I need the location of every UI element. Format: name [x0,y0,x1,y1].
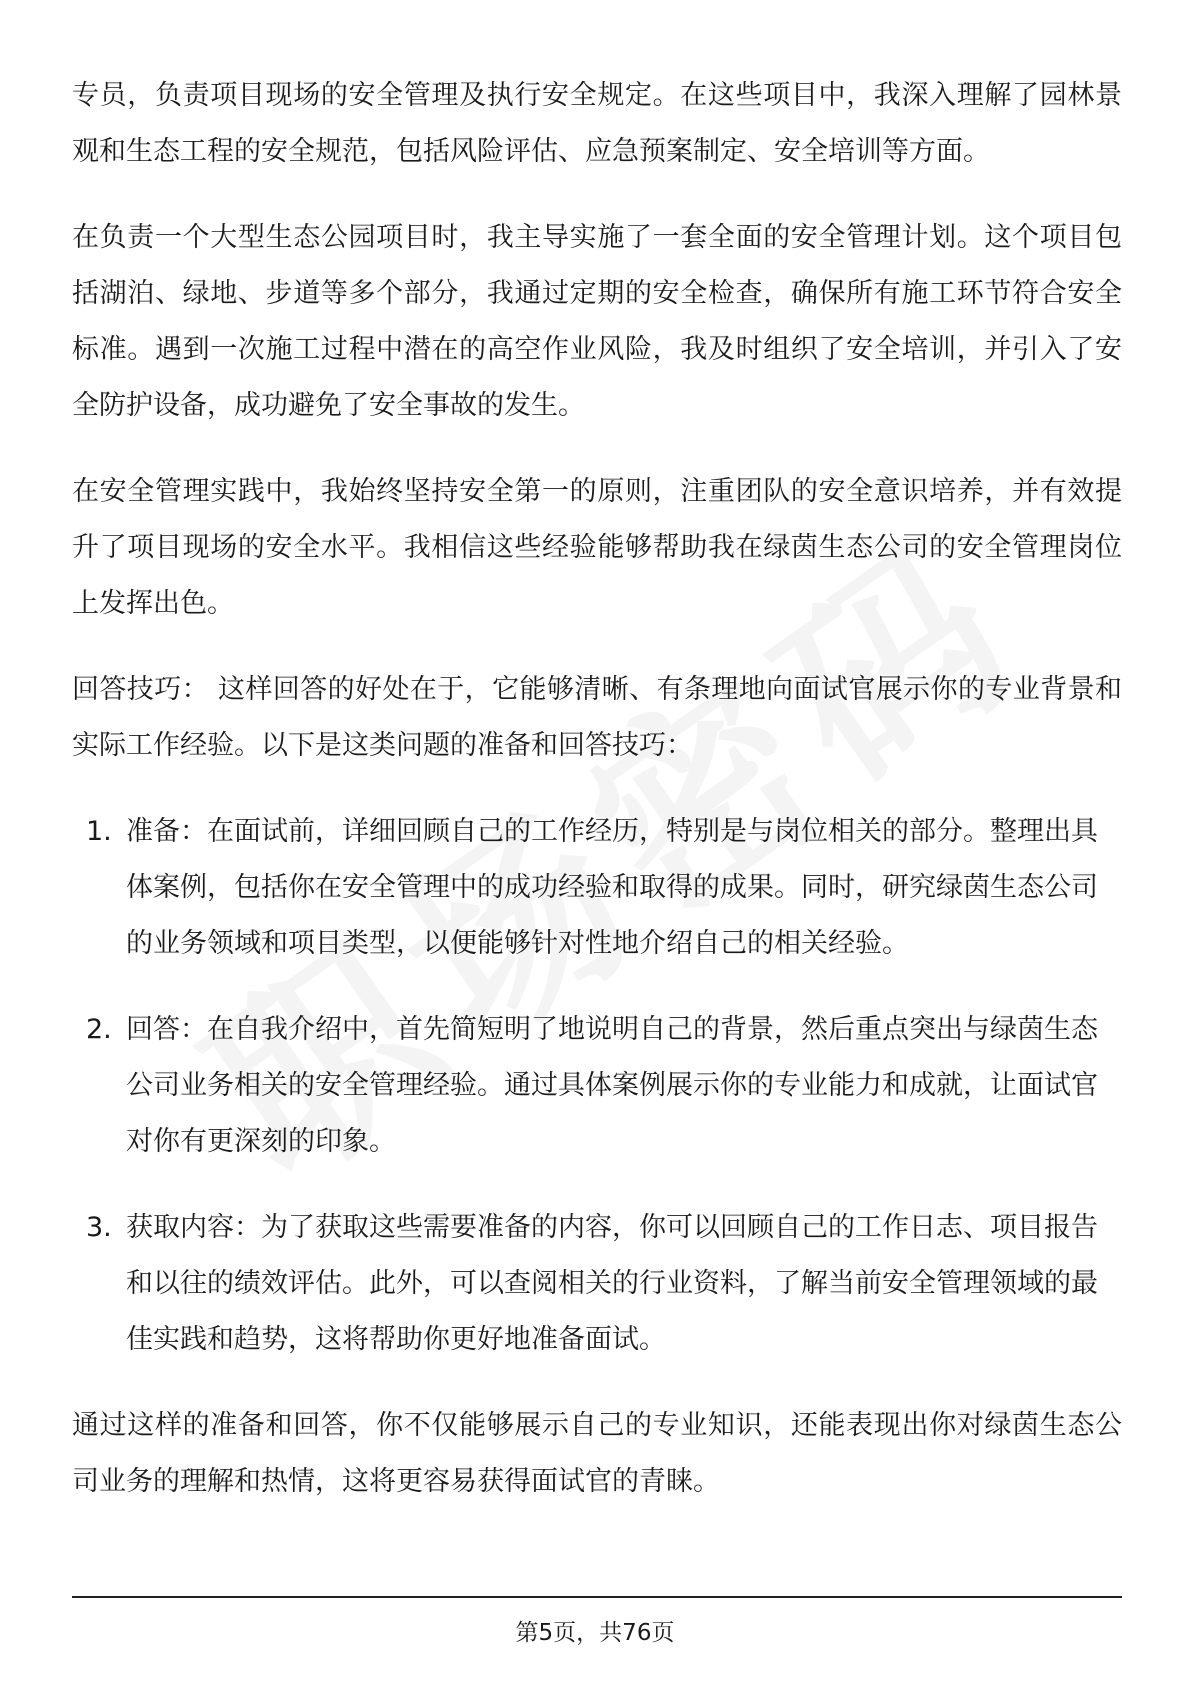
list-item [72,804,1122,972]
list-item-number: 1. [86,816,112,847]
list-item-number: 2. [86,1014,112,1045]
list-item-text: 获取内容：为了获取这些需要准备的内容，你可以回顾自己的工作日志、项目报告和以往的绩效评估。此外，可以查阅相关的行业资料，了解当前安全管理领域的最佳实践和趋势，这将帮助你更好地准备面试。 [126,1212,1098,1355]
list-item [72,1002,1122,1170]
paragraph-tips-intro: 回答技巧： 这样回答的好处在于，它能够清晰、有条理地向面试官展示你的专业背景和实际工作经验。以下是这类问题的准备和回答技巧： [72,674,1122,761]
paragraph-experience: 专员，负责项目现场的安全管理及执行安全规定。在这些项目中，我深入理解了园林景观和生态工程的安全规范，包括风险评估、应急预案制定、安全培训等方面。 [72,80,1122,167]
paragraph-closing: 通过这样的准备和回答，你不仅能够展示自己的专业知识，还能表现出你对绿茵生态公司业务的理解和热情，这将更容易获得面试官的青睐。 [72,1410,1122,1497]
paragraph-project: 在负责一个大型生态公园项目时，我主导实施了一套全面的安全管理计划。这个项目包括湖泊、绿地、步道等多个部分，我通过定期的安全检查，确保所有施工环节符合安全标准。遇到一次施工过程中潜在的高空作业风险，我及时组织了安全培训，并引入了安全防护设备，成功避免了安全事故的发生。 [72,222,1122,421]
page-number: 第5页，共76页 [515,1620,675,1646]
paragraph-practice: 在安全管理实践中，我始终坚持安全第一的原则，注重团队的安全意识培养，并有效提升了项目现场的安全水平。我相信这些经验能够帮助我在绿茵生态公司的安全管理岗位上发挥出色。 [72,476,1122,619]
list-item-number: 3. [86,1212,112,1243]
page-content [72,68,1122,1540]
list-item [72,1200,1122,1368]
list-item-text: 回答：在自我介绍中，首先简短明了地说明自己的背景，然后重点突出与绿茵生态公司业务相关的安全管理经验。通过具体案例展示你的专业能力和成就，让面试官对你有更深刻的印象。 [126,1014,1098,1157]
list-item-text: 准备：在面试前，详细回顾自己的工作经历，特别是与岗位相关的部分。整理出具体案例，包括你在安全管理中的成功经验和取得的成果。同时，研究绿茵生态公司的业务领域和项目类型，以便能够针对性地介绍自己的相关经验。 [126,816,1098,959]
tips-list [72,804,1122,1368]
footer-divider [72,1596,1122,1598]
